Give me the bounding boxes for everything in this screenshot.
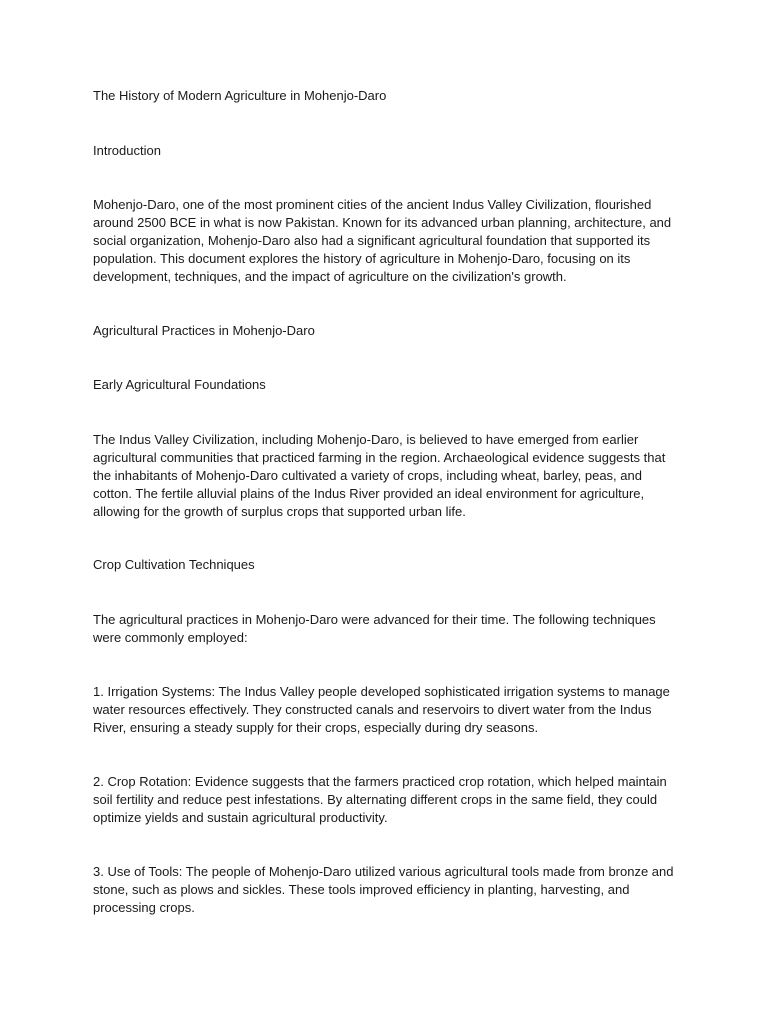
introduction-heading: Introduction [93, 143, 161, 158]
subsection-heading-early-foundations: Early Agricultural Foundations [93, 377, 266, 392]
introduction-paragraph: Mohenjo-Daro, one of the most prominent cities of the ancient Indus Valley Civilization, flourished around 2500 BCE in what is now Pakistan. Known for its advanced urban planning, architecture, and social organization, Mohenjo-Daro also had a significant agricultural foundation that supported its population. This document explores the history of agriculture in Mohenjo-Daro, focusing on its development, techniques, and the impact of agriculture on the civilization's growth. [93, 197, 672, 284]
document-title: The History of Modern Agriculture in Mohenjo-Daro [93, 88, 387, 103]
early-foundations-paragraph: The Indus Valley Civilization, including Mohenjo-Daro, is believed to have emerged from earlier agricultural communities that practiced farming in the region. Archaeological evidence suggests that the inhabitants of Mohenjo-Daro cultivated a variety of crops, including wheat, barley, peas, and cotton. The fertile alluvial plains of the Indus River provided an ideal environment for agriculture, allowing for the growth of surplus crops that supported urban life. [93, 432, 666, 519]
technique-crop-rotation: 2. Crop Rotation: Evidence suggests that the farmers practiced crop rotation, which helped maintain soil fertility and reduce pest infestations. By alternating different crops in the same field, they could optimize yields and sustain agricultural productivity. [93, 774, 667, 825]
crop-cultivation-paragraph: The agricultural practices in Mohenjo-Daro were advanced for their time. The following techniques were commonly employed: [93, 612, 656, 645]
technique-use-of-tools: 3. Use of Tools: The people of Mohenjo-Daro utilized various agricultural tools made from bronze and stone, such as plows and sickles. These tools improved efficiency in planting, harvesting, and processing crops. [93, 864, 674, 915]
technique-irrigation-systems: 1. Irrigation Systems: The Indus Valley people developed sophisticated irrigation systems to manage water resources effectively. They constructed canals and reservoirs to divert water from the Indus River, ensuring a steady supply for their crops, especially during dry seasons. [93, 684, 670, 735]
subsection-heading-crop-cultivation: Crop Cultivation Techniques [93, 557, 255, 572]
section-heading-agricultural-practices: Agricultural Practices in Mohenjo-Daro [93, 323, 315, 338]
